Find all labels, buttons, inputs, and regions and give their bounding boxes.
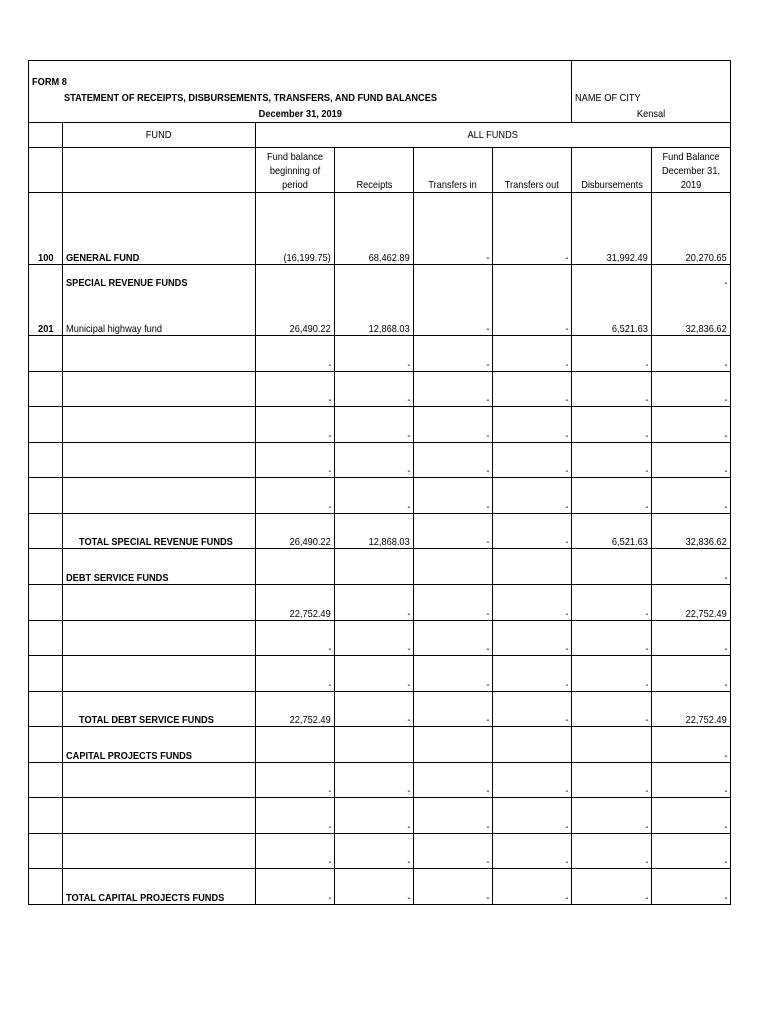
form-header-row xyxy=(29,61,731,123)
table-row: - - - - - - xyxy=(29,834,731,869)
col-begin-balance: Fund balance beginning of period xyxy=(256,148,335,193)
fund-balance-statement-table xyxy=(28,60,731,905)
special-revenue-row: 201 SPECIAL REVENUE FUNDS Municipal highway fund 26,490.22 12,868.03 - - 6,521.63 - 32,836.62 xyxy=(29,265,731,336)
section-heading: DEBT SERVICE FUNDS xyxy=(63,549,256,585)
form-label: FORM 8 xyxy=(32,76,67,88)
table-row: - - - - - - xyxy=(29,478,731,514)
col-transfers-in: Transfers in xyxy=(414,148,493,193)
table-row: - - - - - - xyxy=(29,443,731,478)
all-funds-header: ALL FUNDS xyxy=(256,123,731,148)
general-fund-row: 100 GENERAL FUND (16,199.75) 68,462.89 - - 31,992.49 20,270.65 xyxy=(29,193,731,265)
city-name: Kensal xyxy=(636,108,666,120)
total-capital-projects-row: TOTAL CAPITAL PROJECTS FUNDS - - - - - - xyxy=(29,869,731,905)
total-label: TOTAL SPECIAL REVENUE FUNDS xyxy=(63,514,256,549)
municipal-highway-label: Municipal highway fund xyxy=(66,323,163,335)
table-row: - - - - - - xyxy=(29,621,731,656)
col-receipts: Receipts xyxy=(335,148,414,193)
table-row: - - - - - - xyxy=(29,407,731,443)
section-heading: CAPITAL PROJECTS FUNDS xyxy=(63,727,256,763)
column-labels-row xyxy=(29,148,731,193)
city-cell xyxy=(572,61,731,123)
fund-label xyxy=(63,265,256,336)
fund-code: 201 xyxy=(29,265,63,336)
col-transfers-out: Transfers out xyxy=(493,148,572,193)
capital-projects-heading-row: CAPITAL PROJECTS FUNDS - xyxy=(29,727,731,763)
table-row: - - - - - - xyxy=(29,798,731,834)
fund-code: 100 xyxy=(29,193,63,265)
total-debt-service-row: TOTAL DEBT SERVICE FUNDS 22,752.49 - - - - 22,752.49 xyxy=(29,692,731,727)
col-end-balance: Fund Balance December 31, 2019 xyxy=(652,148,731,193)
fund-header: FUND xyxy=(63,123,256,148)
col-disbursements: Disbursements xyxy=(572,148,652,193)
table-row: - - - - - - xyxy=(29,336,731,372)
total-label: TOTAL DEBT SERVICE FUNDS xyxy=(63,692,256,727)
statement-title: STATEMENT OF RECEIPTS, DISBURSEMENTS, TRANSFERS, AND FUND BALANCES xyxy=(64,92,438,104)
total-label: TOTAL CAPITAL PROJECTS FUNDS xyxy=(63,869,256,905)
table-row: - - - - - - xyxy=(29,763,731,798)
total-special-revenue-row: TOTAL SPECIAL REVENUE FUNDS 26,490.22 12,868.03 - - 6,521.63 32,836.62 xyxy=(29,514,731,549)
column-group-row xyxy=(29,123,731,148)
special-revenue-heading: SPECIAL REVENUE FUNDS xyxy=(66,277,188,289)
fund-label: GENERAL FUND xyxy=(63,193,256,265)
debt-service-heading-row: DEBT SERVICE FUNDS - xyxy=(29,549,731,585)
table-row: 22,752.49 - - - - 22,752.49 xyxy=(29,585,731,621)
form-title-cell xyxy=(29,61,572,123)
table-row: - - - - - - xyxy=(29,656,731,692)
statement-date: December 31, 2019 xyxy=(258,108,342,120)
name-of-city-label: NAME OF CITY xyxy=(575,92,641,104)
table-row: - - - - - - xyxy=(29,372,731,407)
